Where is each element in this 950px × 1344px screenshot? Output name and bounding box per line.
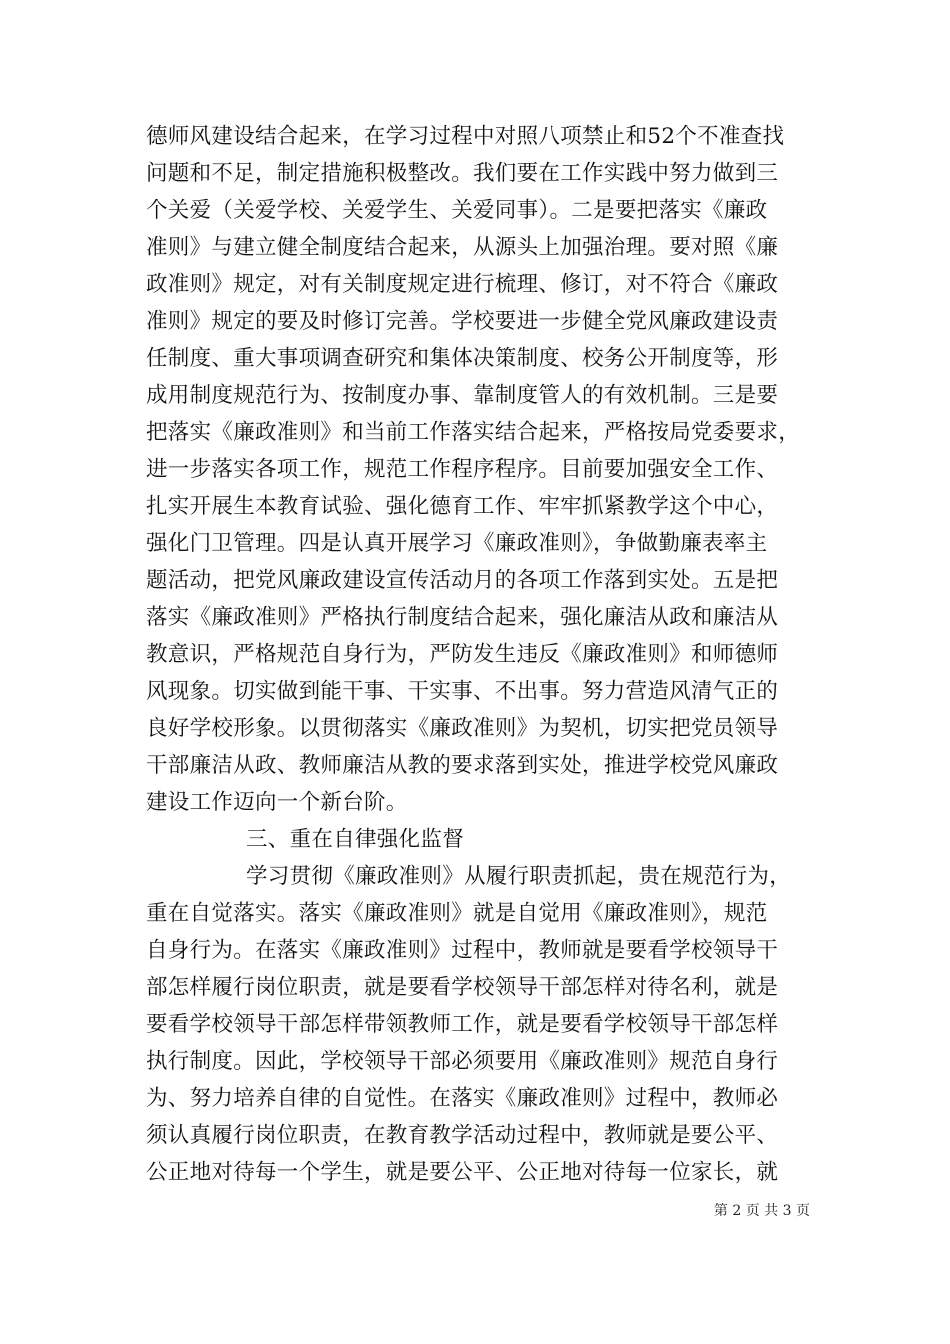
page-number-footer: 第 2 页 共 3 页 bbox=[713, 1203, 810, 1219]
text-line: 公正地对待每一个学生，就是要公平、公正地对待每一位家长，就 bbox=[146, 1160, 779, 1185]
text-line: 风现象。切实做到能干事、干实事、不出事。努力营造风清气正的 bbox=[146, 679, 779, 704]
text-line: 把落实《廉政准则》和当前工作落实结合起来，严格按局党委要求， bbox=[146, 420, 801, 445]
text-line: 个关爱（关爱学校、关爱学生、关爱同事）。二是要把落实《廉政 bbox=[146, 198, 768, 223]
text-line: 德师风建设结合起来，在学习过程中对照八项禁止和52个不准查找 bbox=[146, 124, 785, 149]
text-line: 重在自觉落实。落实《廉政准则》就是自觉用《廉政准则》，规范 bbox=[146, 901, 768, 926]
text-line: 教意识，严格规范自身行为，严防发生违反《廉政准则》和师德师 bbox=[146, 642, 779, 667]
text-line: 干部廉洁从政、教师廉洁从教的要求落到实处，推进学校党风廉政 bbox=[146, 753, 779, 778]
text-line: 进一步落实各项工作，规范工作程序程序。目前要加强安全工作、 bbox=[146, 457, 779, 482]
body-text bbox=[146, 118, 806, 1191]
paragraph-first-line: 学习贯彻《廉政准则》从履行职责抓起，贵在规范行为， bbox=[246, 864, 792, 889]
text-line: 落实《廉政准则》严格执行制度结合起来，强化廉洁从政和廉洁从 bbox=[146, 605, 779, 630]
text-line: 问题和不足，制定措施积极整改。我们要在工作实践中努力做到三 bbox=[146, 161, 779, 186]
text-line: 强化门卫管理。四是认真开展学习《廉政准则》，争做勤廉表率主 bbox=[146, 531, 768, 556]
text-line: 要看学校领导干部怎样带领教师工作，就是要看学校领导干部怎样 bbox=[146, 1012, 779, 1037]
text-line: 任制度、重大事项调查研究和集体决策制度、校务公开制度等，形 bbox=[146, 346, 779, 371]
text-line: 自身行为。在落实《廉政准则》过程中，教师就是要看学校领导干 bbox=[146, 938, 779, 963]
text-line: 建设工作迈向一个新台阶。 bbox=[146, 790, 408, 815]
text-line: 扎实开展生本教育试验、强化德育工作、牢牢抓紧教学这个中心， bbox=[146, 494, 779, 519]
text-line: 执行制度。因此，学校领导干部必须要用《廉政准则》规范自身行 bbox=[146, 1049, 779, 1074]
text-line: 政准则》规定，对有关制度规定进行梳理、修订，对不符合《廉政 bbox=[146, 272, 779, 297]
text-line: 题活动，把党风廉政建设宣传活动月的各项工作落到实处。五是把 bbox=[146, 568, 779, 593]
text-line: 成用制度规范行为、按制度办事、靠制度管人的有效机制。三是要 bbox=[146, 383, 779, 408]
text-line: 须认真履行岗位职责，在教育教学活动过程中，教师就是要公平、 bbox=[146, 1123, 779, 1148]
section-heading: 三、重在自律强化监督 bbox=[246, 827, 465, 852]
text-line: 准则》规定的要及时修订完善。学校要进一步健全党风廉政建设责 bbox=[146, 309, 779, 334]
text-line: 良好学校形象。以贯彻落实《廉政准则》为契机，切实把党员领导 bbox=[146, 716, 779, 741]
text-line: 部怎样履行岗位职责，就是要看学校领导干部怎样对待名利，就是 bbox=[146, 975, 779, 1000]
text-line: 准则》与建立健全制度结合起来，从源头上加强治理。要对照《廉 bbox=[146, 235, 779, 260]
text-line: 为、努力培养自律的自觉性。在落实《廉政准则》过程中，教师必 bbox=[146, 1086, 779, 1111]
